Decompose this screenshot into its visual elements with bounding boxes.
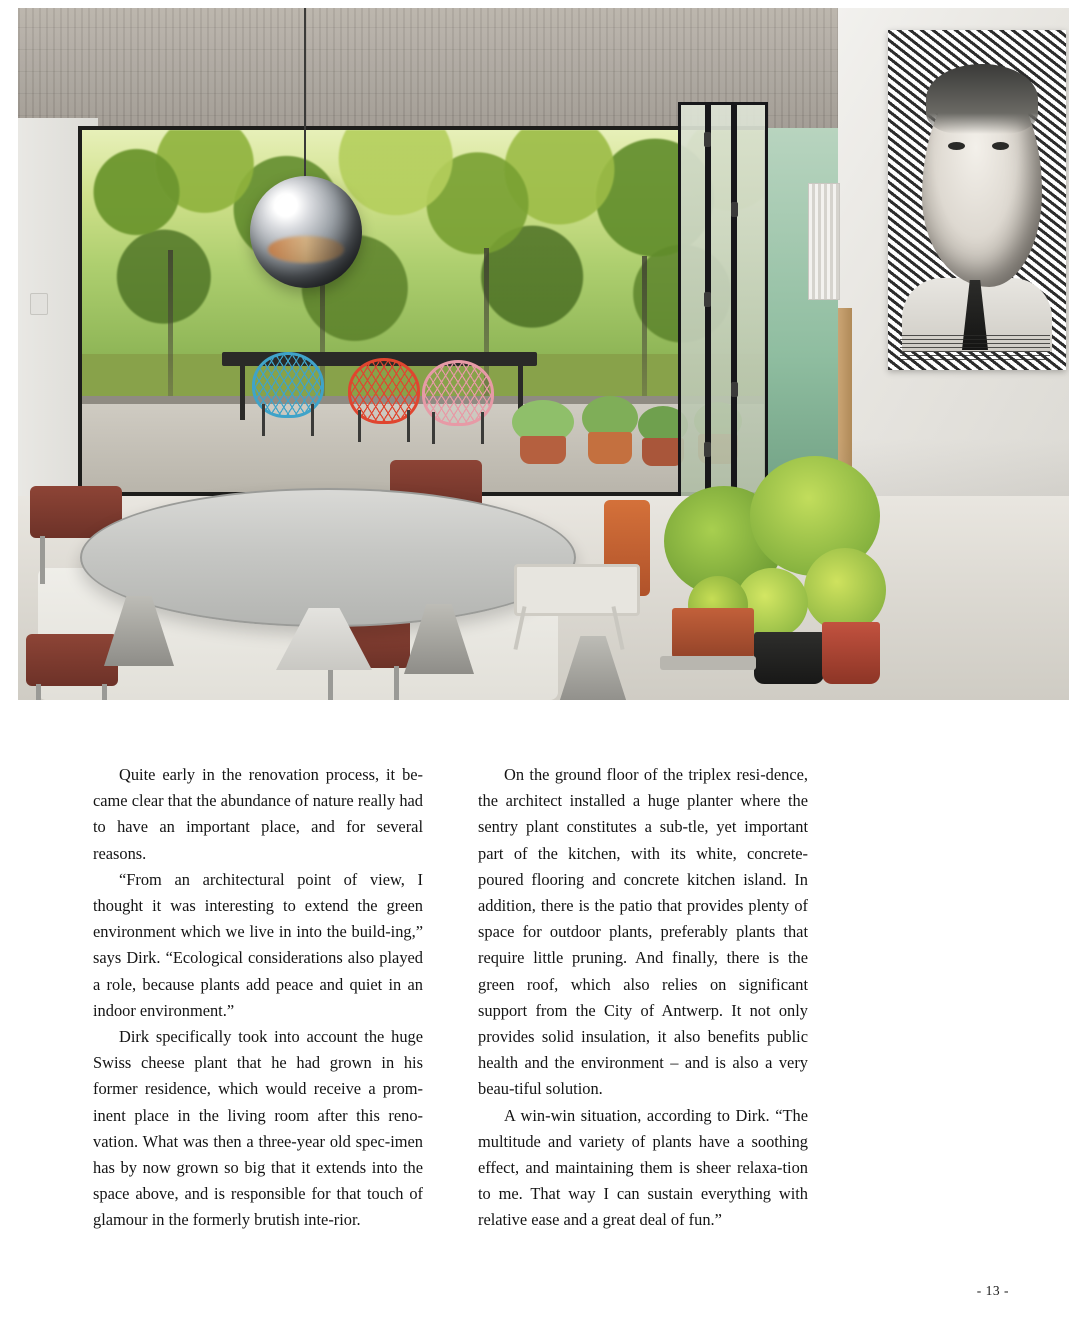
text-column-left — [93, 762, 423, 1234]
paragraph: On the ground floor of the triplex resi-dence, the architect installed a huge planter where the sentry plant constitutes a sub-tle, yet important part of the kitchen, with its white, concrete-poured flooring and concrete kitchen island. In addition, there is the patio that provides plenty of space for outdoor plants, preferably plants that require little pruning. And finally, there is the green roof, which also relies on significant support from the City of Antwerp. It not only provides solid insulation, it also benefits public health and the environment – and is also a very beau-tiful solution. — [478, 765, 808, 1099]
terracotta-pot — [822, 622, 880, 684]
door-hinge-icon — [704, 442, 711, 457]
bifold-leaf — [708, 102, 734, 502]
door-hinge-icon — [731, 202, 738, 217]
tree-trunk — [168, 250, 173, 400]
bifold-door — [678, 102, 768, 502]
door-hinge-icon — [704, 292, 711, 307]
article-photograph — [18, 8, 1069, 700]
black-pot — [754, 632, 824, 684]
portrait-poster — [888, 30, 1066, 370]
text-column-right — [478, 762, 808, 1234]
paragraph: “From an architectural point of view, I thought it was interesting to extend the green environment which we live in into the build-ing,” says Dirk. “Ecological considerations also played a role, because plants add peace and quiet in an indoor environment.” — [93, 869, 423, 1020]
plant-cluster — [654, 456, 884, 700]
lamp-cord — [304, 8, 306, 178]
poster-caption-text — [900, 334, 1050, 360]
poster-eye — [992, 142, 1009, 150]
pendant-lamp — [250, 176, 362, 288]
terrace-pot — [588, 432, 632, 464]
acapulco-chair-red — [348, 358, 414, 442]
paragraph: A win-win situation, according to Dirk. “The multitude and variety of plants have a soothing effect, and maintaining them is sheer relaxa-tion to me. That way I can sustain everything with relative ease and a great deal of fun.” — [478, 1105, 808, 1230]
bench-leg — [240, 366, 245, 420]
radiator — [808, 183, 840, 300]
tree-trunk — [642, 256, 647, 400]
door-hinge-icon — [704, 132, 711, 147]
window-view — [78, 126, 768, 496]
paragraph: Quite early in the renovation process, it be-came clear that the abundance of nature really had to have an important place, and for several reasons. — [93, 765, 423, 863]
page-number: - 13 - — [976, 1283, 1009, 1298]
poster-hair — [926, 64, 1038, 134]
dining-chair — [26, 634, 118, 700]
door-hinge-icon — [731, 382, 738, 397]
pot-saucer — [660, 656, 756, 670]
lounge-chair — [508, 500, 658, 650]
bifold-leaf — [734, 102, 768, 502]
acapulco-chair-blue — [252, 352, 318, 436]
photo-scene — [18, 8, 1069, 700]
poster-eye — [948, 142, 965, 150]
terrace-pot — [520, 436, 566, 464]
paragraph: Dirk specifically took into account the huge Swiss cheese plant that he had grown in his former residence, which would receive a prom-inent place in the living room after this reno-vation. What was then a three-year old spec-imen has by now grown so big that it extends into the space above, and is responsible for that touch of glamour in the formerly brutish inte-rior. — [93, 1027, 423, 1230]
acapulco-chair-pink — [422, 360, 488, 444]
wall-socket-icon — [30, 293, 48, 315]
